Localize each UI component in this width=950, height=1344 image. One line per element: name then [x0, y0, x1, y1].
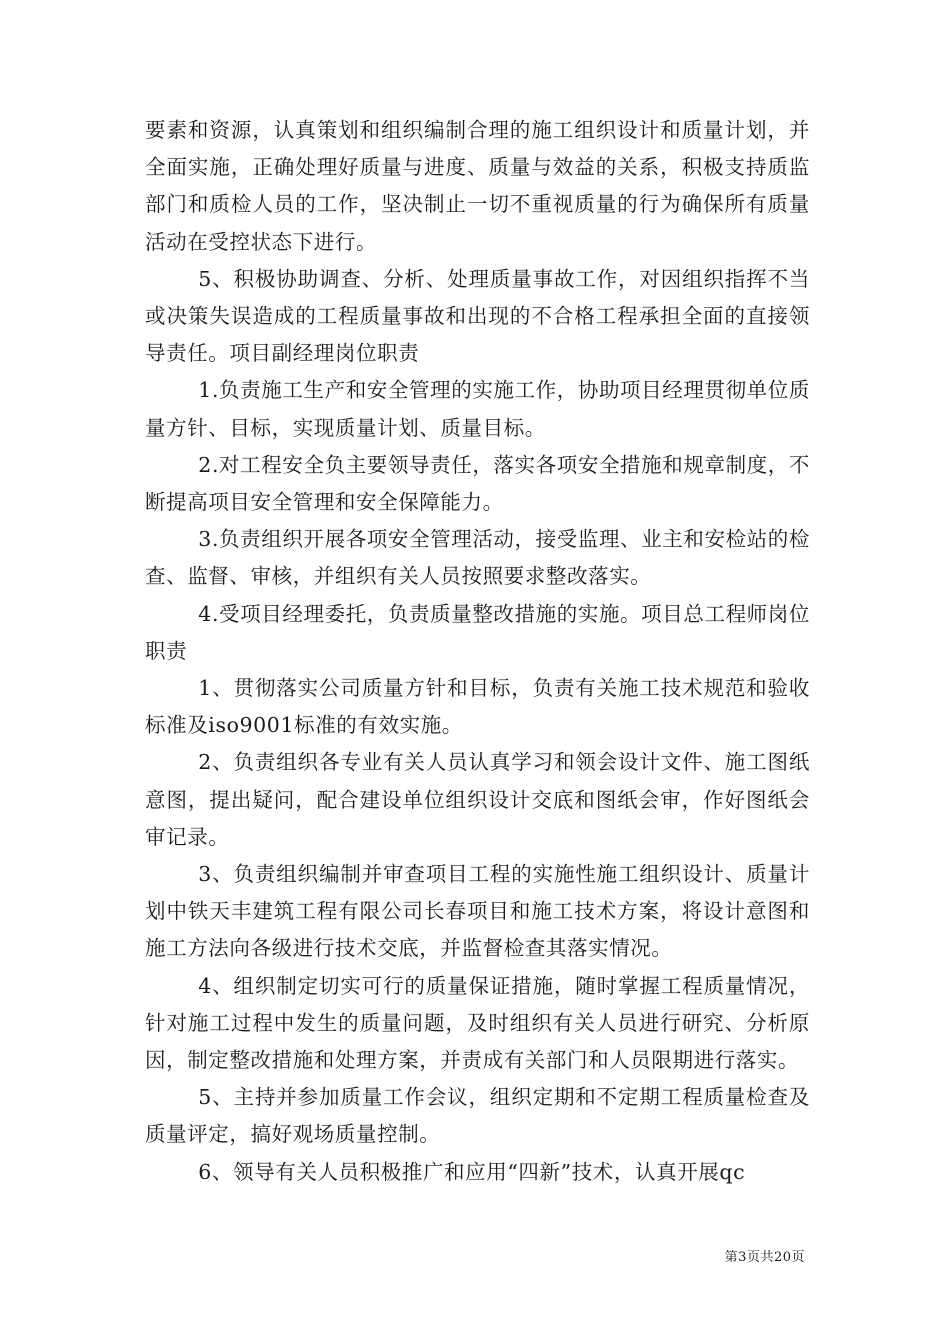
- document-body: [145, 112, 810, 1191]
- paragraph-deputy-duty-3: 3.负责组织开展各项安全管理活动，接受监理、业主和安检站的检查、监督、审核，并组织有关人员按照要求整改落实。: [145, 527, 810, 589]
- paragraph-item-5-accident: 5、积极协助调查、分析、处理质量事故工作，对因组织指挥不当或决策失误造成的工程质量事故和出现的不合格工程承担全面的直接领导责任。项目副经理岗位职责: [145, 266, 810, 366]
- paragraph-continuation: 要素和资源，认真策划和组织编制合理的施工组织设计和质量计划，并全面实施，正确处理好质量与进度、质量与效益的关系，积极支持质监部门和质检人员的工作，坚决制止一切不重视质量的行为确保所有质量活动在受控状态下进行。: [145, 118, 810, 254]
- paragraph-engineer-duty-3: 3、负责组织编制并审查项目工程的实施性施工组织设计、质量计划中铁天丰建筑工程有限公司长春项目和施工技术方案，将设计意图和施工方法向各级进行技术交底，并监督检查其落实情况。: [145, 862, 810, 961]
- paragraph-deputy-duty-4: 4.受项目经理委托，负责质量整改措施的实施。项目总工程师岗位职责: [145, 601, 810, 663]
- page-number-footer: 第3页共20页: [724, 1250, 805, 1265]
- paragraph-deputy-duty-2: 2.对工程安全负主要领导责任，落实各项安全措施和规章制度，不断提高项目安全管理和安全保障能力。: [145, 452, 810, 515]
- paragraph-engineer-duty-1: 1、贯彻落实公司质量方针和目标，负责有关施工技术规范和验收标准及iso9001标准的有效实施。: [145, 676, 810, 738]
- paragraph-engineer-duty-6: 6、领导有关人员积极推广和应用“四新”技术，认真开展qc: [198, 1159, 746, 1184]
- paragraph-engineer-duty-2: 2、负责组织各专业有关人员认真学习和领会设计文件、施工图纸意图，提出疑问，配合建设单位组织设计交底和图纸会审，作好图纸会审记录。: [145, 750, 810, 849]
- paragraph-deputy-duty-1: 1.负责施工生产和安全管理的实施工作，协助项目经理贯彻单位质量方针、目标，实现质量计划、质量目标。: [145, 378, 810, 440]
- paragraph-engineer-duty-5: 5、主持并参加质量工作会议，组织定期和不定期工程质量检查及质量评定，搞好观场质量控制。: [145, 1085, 810, 1147]
- paragraph-engineer-duty-4: 4、组织制定切实可行的质量保证措施，随时掌握工程质量情况，针对施工过程中发生的质量问题，及时组织有关人员进行研究、分析原因，制定整改措施和处理方案，并责成有关部门和人员限期进行落实。: [145, 973, 810, 1073]
